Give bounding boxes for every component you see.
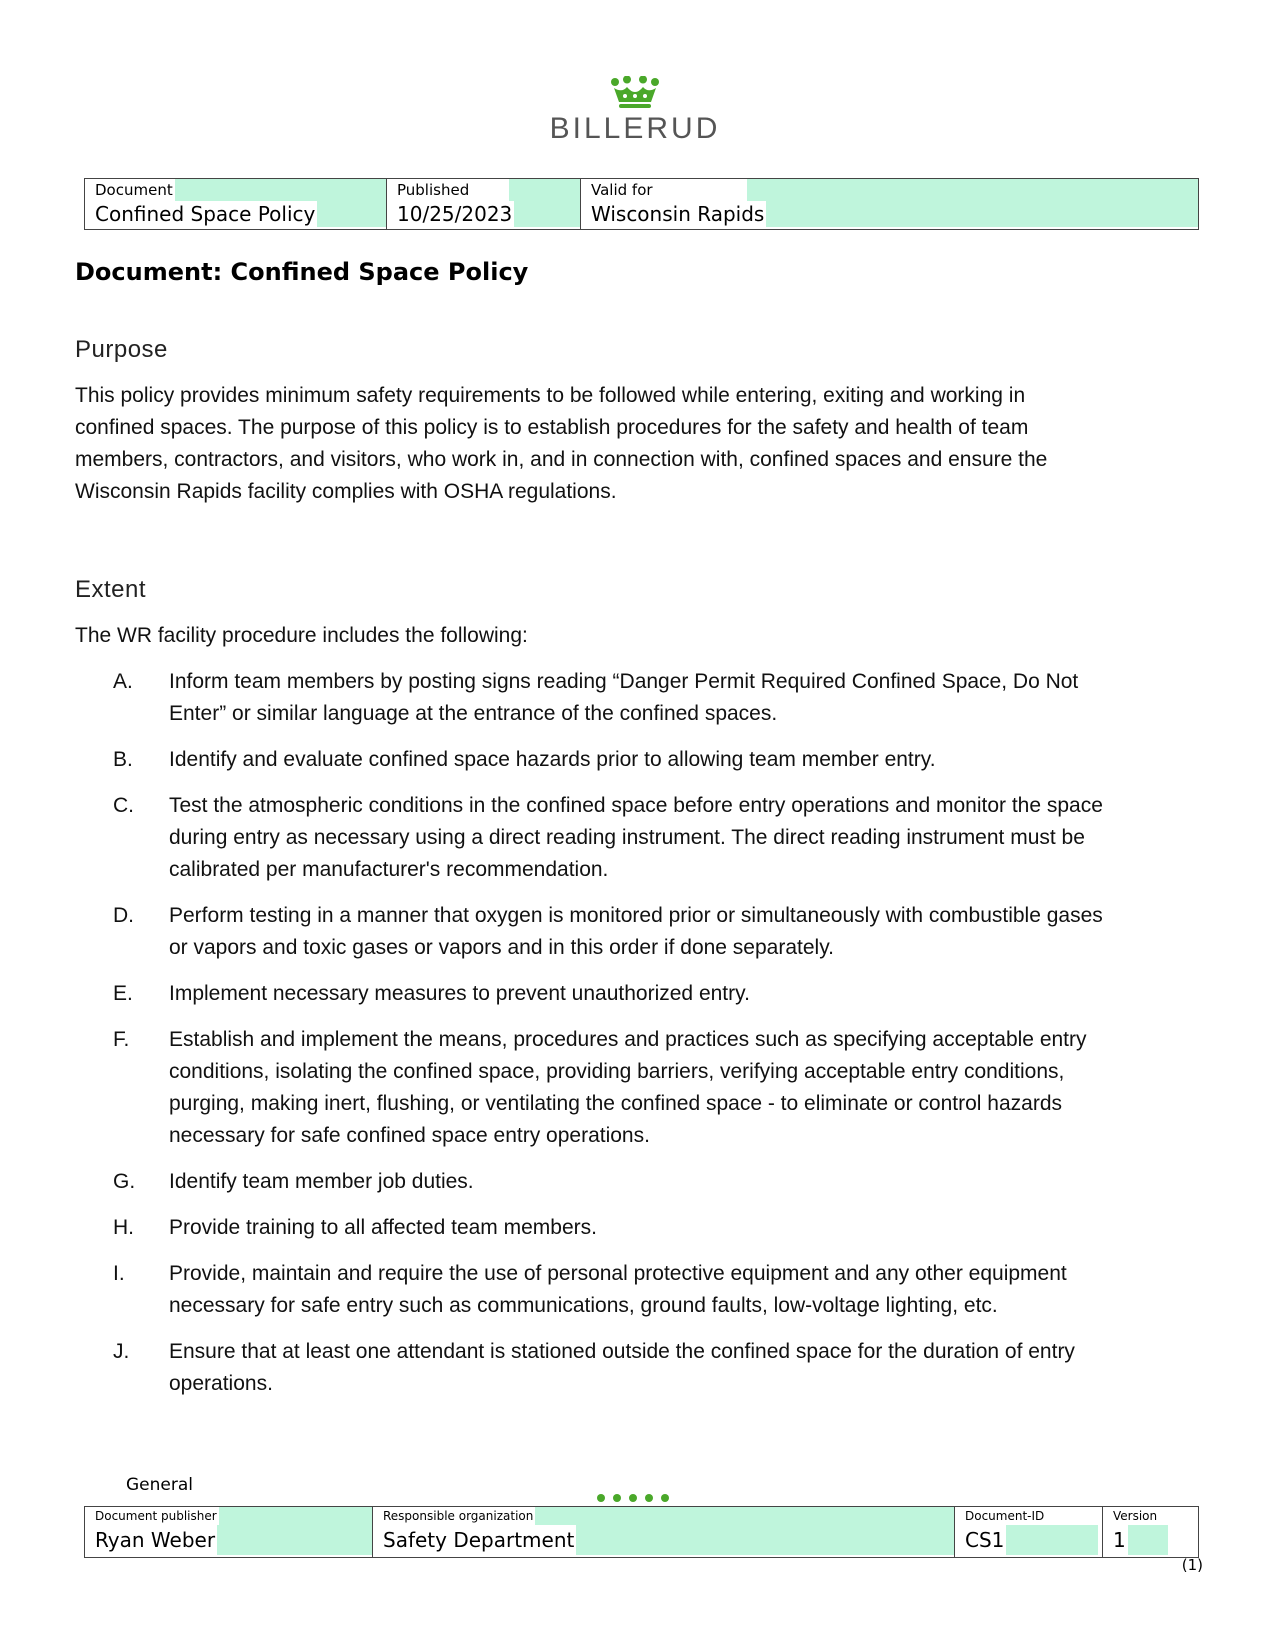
version-cell bbox=[1103, 1507, 1199, 1558]
list-item-letter: H. bbox=[113, 1216, 134, 1239]
list-item-text bbox=[169, 1166, 1205, 1198]
company-logo bbox=[540, 76, 730, 148]
dot bbox=[661, 1494, 669, 1502]
publisher-value: Ryan Weber bbox=[95, 1525, 217, 1555]
document-cell bbox=[85, 179, 387, 230]
valid-for-label: Valid for bbox=[591, 181, 653, 199]
list-item-line: Implement necessary measures to prevent unauthorized entry. bbox=[169, 982, 750, 1005]
dot bbox=[645, 1494, 653, 1502]
list-item-line: during entry as necessary using a direct reading instrument. The direct reading instrument must be bbox=[169, 826, 1085, 849]
purpose-line: confined spaces. The purpose of this policy is to establish procedures for the safety and health of team bbox=[75, 416, 1029, 439]
list-item-text bbox=[169, 1024, 1205, 1152]
list-item-line: purging, making inert, flushing, or ventilating the confined space - to eliminate or control hazards bbox=[169, 1092, 1062, 1115]
list-item-text bbox=[169, 790, 1205, 886]
purpose-heading: Purpose bbox=[75, 336, 168, 363]
list-item bbox=[75, 666, 1205, 730]
list-item bbox=[75, 790, 1205, 886]
list-item-line: operations. bbox=[169, 1372, 273, 1395]
list-item-letter: E. bbox=[113, 982, 133, 1005]
version-label: Version bbox=[1113, 1509, 1158, 1523]
extent-heading: Extent bbox=[75, 576, 147, 603]
list-item-text bbox=[169, 978, 1205, 1010]
list-item-letter: I. bbox=[113, 1262, 125, 1285]
list-item-letter: F. bbox=[113, 1028, 130, 1051]
list-item bbox=[75, 1258, 1205, 1322]
classification-label: General bbox=[126, 1475, 193, 1495]
document-label: Document bbox=[95, 181, 173, 199]
purpose-line: This policy provides minimum safety requirements to be followed while entering, exiting and working in bbox=[75, 384, 1026, 407]
list-item-line: necessary for safe entry such as communications, ground faults, low-voltage lighting, etc. bbox=[169, 1294, 998, 1317]
list-item-line: Establish and implement the means, procedures and practices such as specifying acceptable entry bbox=[169, 1028, 1087, 1051]
document-value: Confined Space Policy bbox=[95, 202, 316, 226]
list-item-letter: C. bbox=[113, 794, 134, 817]
list-item bbox=[75, 1166, 1205, 1198]
document-footer-table bbox=[84, 1506, 1199, 1558]
list-item-line: Provide training to all affected team members. bbox=[169, 1216, 597, 1239]
dots-decoration bbox=[597, 1494, 669, 1502]
version-value: 1 bbox=[1113, 1525, 1128, 1555]
organization-label: Responsible organization bbox=[383, 1509, 534, 1523]
valid-for-value: Wisconsin Rapids bbox=[591, 202, 765, 226]
valid-for-cell bbox=[581, 179, 1199, 230]
list-item-line: Provide, maintain and require the use of personal protective equipment and any other equipment bbox=[169, 1262, 1067, 1285]
list-item-letter: D. bbox=[113, 904, 134, 927]
document-id-cell bbox=[955, 1507, 1103, 1558]
list-item-line: Test the atmospheric conditions in the confined space before entry operations and monitor the space bbox=[169, 794, 1103, 817]
list-item bbox=[75, 900, 1205, 964]
publisher-cell bbox=[85, 1507, 373, 1558]
list-item-line: Identify team member job duties. bbox=[169, 1170, 474, 1193]
dot bbox=[597, 1494, 605, 1502]
list-item bbox=[75, 978, 1205, 1010]
list-item-line: necessary for safe confined space entry operations. bbox=[169, 1124, 650, 1147]
extent-list bbox=[75, 666, 1205, 1414]
published-cell bbox=[387, 179, 581, 230]
extent-intro: The WR facility procedure includes the following: bbox=[75, 624, 528, 647]
list-item-text bbox=[169, 744, 1205, 776]
list-item-line: Inform team members by posting signs reading “Danger Permit Required Confined Space, Do Not bbox=[169, 670, 1079, 693]
document-title: Document: Confined Space Policy bbox=[75, 258, 529, 286]
list-item bbox=[75, 1212, 1205, 1244]
list-item-letter: J. bbox=[113, 1340, 130, 1363]
list-item-line: Enter” or similar language at the entrance of the confined spaces. bbox=[169, 702, 778, 725]
list-item-letter: A. bbox=[113, 670, 133, 693]
logo-wordmark: BILLERUD bbox=[549, 112, 721, 145]
list-item-line: conditions, isolating the confined space, providing barriers, verifying acceptable entry conditions, bbox=[169, 1060, 1065, 1083]
publisher-label: Document publisher bbox=[95, 1509, 217, 1523]
list-item-line: Ensure that at least one attendant is stationed outside the confined space for the duration of entry bbox=[169, 1340, 1075, 1363]
dot bbox=[613, 1494, 621, 1502]
list-item-letter: B. bbox=[113, 748, 133, 771]
purpose-paragraph bbox=[75, 380, 1205, 508]
dot bbox=[629, 1494, 637, 1502]
list-item-line: Identify and evaluate confined space hazards prior to allowing team member entry. bbox=[169, 748, 936, 771]
list-item bbox=[75, 744, 1205, 776]
list-item-text bbox=[169, 900, 1205, 964]
organization-cell bbox=[373, 1507, 955, 1558]
list-item-text bbox=[169, 1212, 1205, 1244]
organization-value: Safety Department bbox=[383, 1525, 576, 1555]
list-item-letter: G. bbox=[113, 1170, 136, 1193]
page-number: (1) bbox=[1181, 1556, 1203, 1574]
list-item-line: Perform testing in a manner that oxygen is monitored prior or simultaneously with combustible gases bbox=[169, 904, 1103, 927]
published-label: Published bbox=[397, 181, 470, 199]
published-value: 10/25/2023 bbox=[397, 202, 513, 226]
document-id-label: Document-ID bbox=[965, 1509, 1045, 1523]
list-item bbox=[75, 1024, 1205, 1152]
list-item bbox=[75, 1336, 1205, 1400]
crown-icon bbox=[609, 76, 661, 110]
list-item-text bbox=[169, 666, 1205, 730]
document-header-table bbox=[84, 178, 1199, 230]
list-item-text bbox=[169, 1336, 1205, 1400]
document-id-value: CS1 bbox=[965, 1525, 1006, 1555]
list-item-line: or vapors and toxic gases or vapors and in this order if done separately. bbox=[169, 936, 834, 959]
list-item-line: calibrated per manufacturer's recommendation. bbox=[169, 858, 609, 881]
purpose-line: members, contractors, and visitors, who work in, and in connection with, confined spaces and ensure the bbox=[75, 448, 1048, 471]
list-item-text bbox=[169, 1258, 1205, 1322]
purpose-line: Wisconsin Rapids facility complies with OSHA regulations. bbox=[75, 480, 617, 503]
